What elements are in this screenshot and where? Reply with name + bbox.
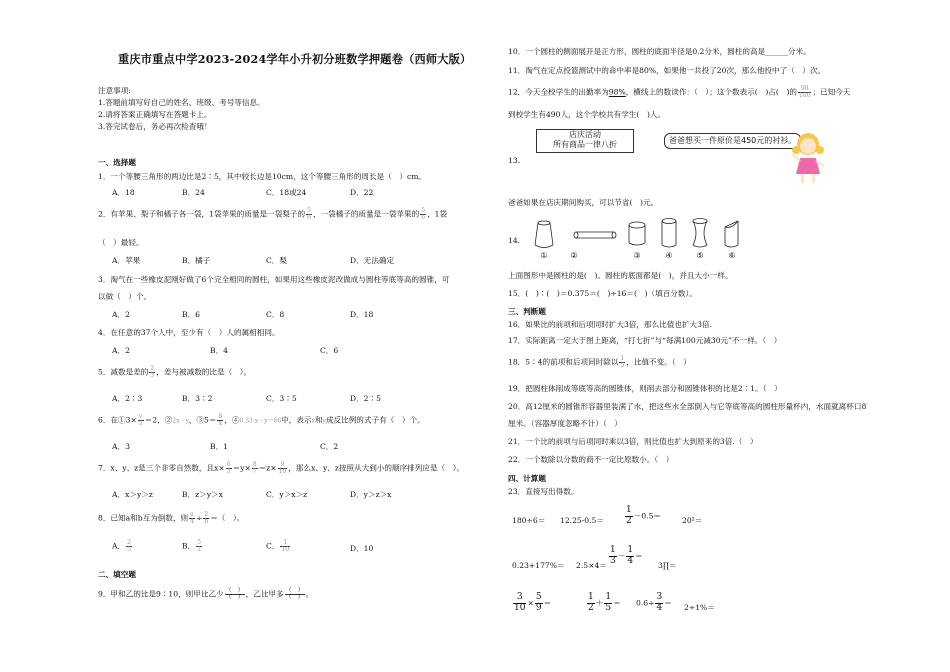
cylinder-shapes-icon: [532, 217, 772, 253]
section-choice-heading: 一、选择题: [98, 158, 136, 167]
question-3: 3．淘气在一些橡皮泥刚好做了6个完全相同的圆柱，如果用这些橡皮泥改做成与圆柱等底等高的圆锥，可: [98, 275, 450, 284]
option-b: B．3∶2: [182, 394, 213, 403]
question-14-number: 14.: [508, 236, 521, 245]
question-22: 22．一个数除以分数的商不一定比原数小。（ ）: [508, 455, 674, 464]
question-1: 1．一个等腰三角形的两边比是2∶5，其中较长边是10cm，这个等腰三角形的周长是（ ）cm。: [98, 172, 427, 181]
page-title: 重庆市重点中学2023-2024学年小升初分班数学押题卷（西师大版）: [118, 52, 472, 66]
shape-label: ③: [633, 251, 641, 260]
question-3-line2: 以做（ ）个。: [98, 292, 152, 301]
shape-label: ⑤: [696, 251, 704, 260]
question-9: 9．甲和乙的比是9∶10，则甲比乙少 $\frac{( )}{( )}$ ，乙比甲多 $\frac{( )}{( )}$ 。: [98, 587, 314, 601]
fraction: $\frac{5}{6}$: [307, 207, 311, 221]
option-c: C．梨: [266, 256, 287, 265]
question-13-number: 13.: [508, 156, 521, 165]
shape-label: ④: [665, 251, 673, 260]
option-c: C． $\frac{1}{10}$: [266, 539, 290, 553]
calc-item: 180÷6＝: [512, 516, 546, 525]
question-6: 6．在①3× $\frac{y}{5}$ ＝2，②2x－y，③5＝ $\frac{8}{x}$ ，④0.33·x－y＝66中，表示x和y成反比例的式子有（ ）个。: [98, 413, 425, 427]
shape-label: ①: [540, 251, 548, 260]
option-d: D．2∶5: [350, 394, 381, 403]
option-d: D．22: [350, 188, 374, 197]
question-15: 15．( )∶( )＝0.375＝( )÷16＝( )（填百分数）。: [508, 289, 697, 298]
option-b: B．1: [210, 442, 229, 451]
notice-item: 2.请将答案正确填写在答题卡上。: [98, 110, 212, 119]
question-12-line2: 到校学生有490人，这个学校共有学生( )人。: [508, 110, 666, 119]
option-b: B．4: [210, 346, 229, 355]
calc-item: $\frac{1}{2}$ －0.5＝: [626, 505, 661, 526]
option-c: C．y＞x＞z: [266, 490, 308, 499]
question-23: 23．直接写出得数。: [508, 487, 579, 496]
option-b: B．橘子: [182, 256, 211, 265]
calc-item: 3∏＝: [658, 561, 677, 570]
question-19: 19．把圆柱体削成等底等高的圆锥体，则削去部分和圆锥体积的比是2∶1。（ ）: [508, 384, 782, 393]
option-a: A．18: [112, 188, 135, 197]
question-17: 17．实际距离一定大于图上距离，“打七折”与“每满100元减30元”不一样。（ ）: [508, 336, 782, 345]
option-c: C．6: [320, 346, 339, 355]
question-4: 4．在任意的37个人中，至少有（ ）人的属相相同。: [98, 328, 280, 337]
option-a: A． $\frac{2}{5}$: [112, 539, 131, 553]
option-d: D．y＞z＞x: [350, 490, 392, 499]
notice-item: 1.答题前填写好自己的姓名、班级、考号等信息。: [98, 98, 265, 107]
option-b: B． $\frac{5}{2}$: [182, 539, 202, 553]
calc-item: 0.23+177%＝: [512, 561, 565, 570]
option-a: A．3: [112, 442, 130, 451]
notice-heading: 注意事项:: [98, 86, 131, 95]
calc-item: 2÷1%＝: [684, 603, 715, 612]
shape-label: ②: [570, 251, 578, 260]
question-20-line2: 厘米。（容器厚度忽略不计）（ ）: [508, 419, 622, 428]
question-18: 18．5∶4的前项和后项同时除以 $\frac{1}{5}$ ，比值不变。（ ）: [508, 355, 691, 369]
calc-item: 0.6÷ $\frac{3}{4}$ ＝: [636, 592, 672, 613]
girl-illustration-icon: [788, 128, 828, 188]
calc-item: 2.5×4＝: [576, 561, 607, 570]
option-d: D．无法确定: [350, 256, 395, 265]
calc-item: $\frac{1}{3}$ － $\frac{1}{4}$ ＝: [610, 545, 643, 566]
option-a: A．2: [112, 310, 130, 319]
fraction: $\frac{2}{3}$: [150, 365, 155, 379]
option-b: B．24: [182, 188, 205, 197]
question-20: 20．高12厘米的圆锥形容器里装满了水，把这些水全部倒入与它等底等高的圆柱形量杯内，水面就离杯口8: [508, 402, 867, 411]
option-d: D．10: [350, 544, 374, 553]
question-2: 2．有苹果、梨子和橘子各一袋，1袋苹果的质量是一袋梨子的 $\frac{5}{6}$ ，一袋橘子的质量是一袋苹果的 $\frac{5}{6}$ ，1袋: [98, 207, 448, 221]
option-a: A．x＞y＞z: [112, 490, 153, 499]
option-b: B．z＞y＞x: [182, 490, 223, 499]
section-judge-heading: 三、判断题: [508, 307, 546, 316]
speech-bubble: 爸爸想买一件原价是450元的衬衫。: [664, 133, 801, 149]
question-21: 21．一个比的前项与后项同时乘以3倍，则比值也扩大到原来的3倍.（ ）: [508, 437, 758, 446]
question-7: 7．x、y、z是三个非零自然数，且x× $\frac{6}{5}$ ＝y× $\frac{8}{7}$ ＝z× $\frac{9}{10}$ ，那么x、y、z按照从大到小的顺序排列应是（ ）。: [98, 461, 465, 475]
calc-item: $\frac{3}{10}$ × $\frac{5}{9}$ ＝: [514, 592, 552, 613]
question-16: 16．如果比的前项和后项同时扩大3倍，那么比值也扩大3倍.: [508, 320, 712, 329]
option-c: C．2: [320, 442, 339, 451]
question-10: 10．一个圆柱的侧面展开是正方形，圆柱的底面半径是0.2分米，圆柱的高是______分米。: [508, 47, 811, 56]
option-c: C．8: [266, 310, 285, 319]
option-c: C．3∶5: [266, 394, 297, 403]
question-11: 11．淘气在定点投篮测试中的命中率是80%，如果他一共投了20次，那么他投中了（ ）次。: [508, 66, 826, 75]
question-2-line2: （ ）最轻。: [98, 238, 144, 247]
promo-box: 店庆活动 所有商品一律八折: [536, 129, 634, 153]
calc-item: 12.25-0.5＝: [560, 516, 604, 525]
option-b: B．6: [182, 310, 201, 319]
question-14-line: 上面图形中是圆柱的是( )。圆柱的底面都是( )，并且大小一样。: [508, 271, 733, 280]
section-fill-heading: 二、填空题: [98, 570, 136, 579]
section-calc-heading: 四、计算题: [508, 474, 546, 483]
option-c: C．18或24: [266, 188, 307, 197]
calc-item: $\frac{1}{2}$ ＋ $\frac{1}{5}$ ＝: [588, 592, 621, 613]
question-8: 8．已知a和b互为倒数，则 $\frac{a}{4}$ ÷ $\frac{2}{b}$ ＝（ ）。: [98, 511, 245, 525]
option-a: A．2: [112, 346, 130, 355]
fraction: $\frac{5}{6}$: [421, 207, 426, 221]
shape-label: ⑥: [728, 251, 736, 260]
notice-item: 3.答完试卷后，务必再次检查哦！: [98, 122, 212, 131]
option-a: A．2∶3: [112, 394, 143, 403]
question-5: 5．减数是差的 $\frac{2}{3}$ ，差与被减数的比是（ ）。: [98, 365, 252, 379]
option-a: A．苹果: [112, 256, 141, 265]
question-12: 12．今天全校学生的出勤率为98%，横线上的数读作：（ ）；这个数表示( )占( )的 $\frac{98}{100}$ ；已知今天: [508, 85, 851, 99]
question-13-line: 爸爸如果在店庆期间购买，可以节省( )元。: [508, 198, 659, 207]
calc-item: 20²＝: [682, 516, 703, 525]
option-d: D．18: [350, 310, 374, 319]
